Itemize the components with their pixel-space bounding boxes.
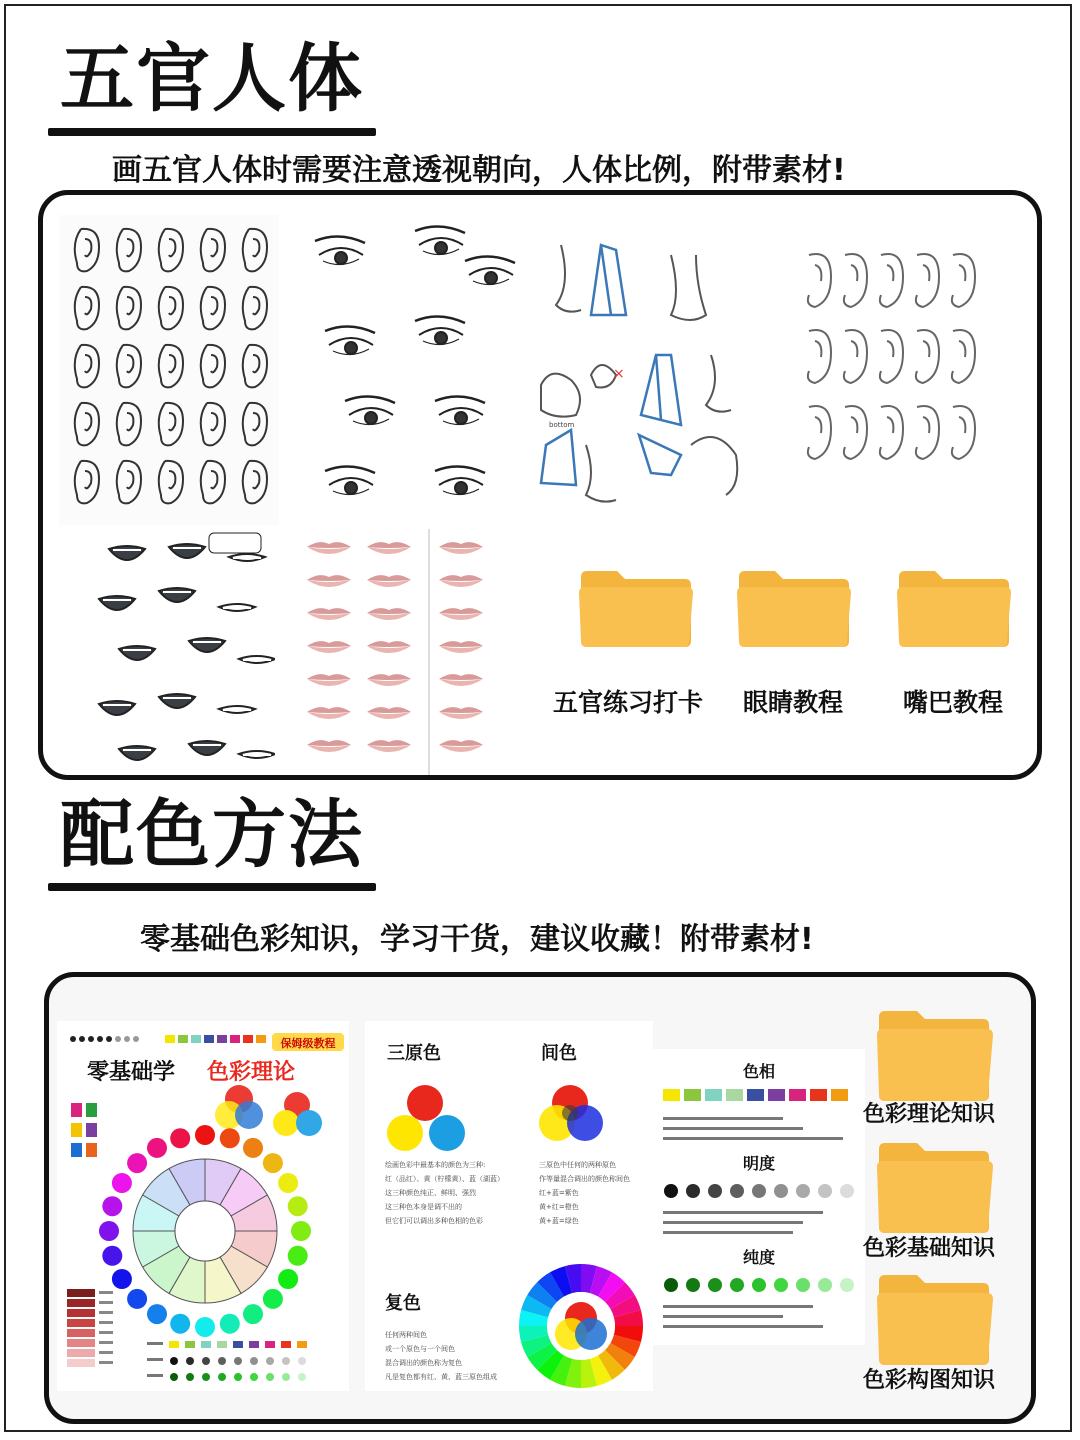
folder-label-practice: 五官练习打卡 [553, 688, 704, 717]
section-subtitle-color: 零基础色彩知识，学习干货，建议收藏！附带素材! [140, 922, 814, 957]
body-text-line: 这三种色本身是调不出的 [385, 1203, 462, 1211]
title-underline [48, 128, 376, 136]
folder-mouth-tutorial[interactable] [895, 567, 1013, 653]
nose-sketch-image [531, 215, 761, 525]
nose-bottom-label: bottom [549, 421, 575, 429]
section-title-color: 配色方法 [60, 792, 364, 878]
body-text-line: 红（品红）、黄（柠檬黄）、蓝（湖蓝） [385, 1175, 504, 1183]
section-title-features: 五官人体 [60, 36, 364, 122]
folder-icon [735, 567, 853, 649]
folder-icon [875, 1139, 995, 1235]
tutorial-badge: 保姆级教程 [280, 1037, 336, 1050]
body-text-line: 三原色中任何的两种原色 [539, 1161, 616, 1169]
hue-value-chroma-card [653, 1049, 865, 1345]
body-text-line: 凡是复色都有红、黄、蓝三原色组成 [385, 1373, 497, 1381]
svg-text:×: × [613, 366, 625, 382]
value-title: 明度 [742, 1154, 776, 1173]
folder-eyes-tutorial[interactable] [735, 567, 853, 653]
hue-title: 色相 [742, 1062, 776, 1081]
body-text-line: 红+蓝=紫色 [539, 1189, 579, 1197]
ears-sketch-image [59, 215, 279, 525]
body-text-line: 绘画色彩中最基本的颜色为三种: [385, 1161, 486, 1169]
body-text-line: 任何两种间色 [385, 1331, 427, 1339]
folder-label-color-basics: 色彩基础知识 [863, 1236, 996, 1261]
theory-heading-red: 色彩理论 [207, 1060, 296, 1085]
mouths-cartoon-image [79, 529, 275, 775]
folder-label-color-composition: 色彩构图知识 [863, 1368, 996, 1393]
primary-title: 三原色 [387, 1043, 441, 1064]
folder-icon [895, 567, 1013, 649]
eyes-sketch-image [289, 215, 517, 525]
folder-icon [875, 1007, 995, 1103]
folder-label-color-theory: 色彩理论知识 [863, 1102, 996, 1127]
body-text-line: 混合调出的颜色称为复色 [385, 1359, 462, 1367]
body-text-line: 但它们可以调出多种色相的色彩 [385, 1217, 483, 1225]
body-text-line: 或一个原色与一个间色 [385, 1345, 455, 1353]
features-panel [38, 190, 1042, 780]
complex-title: 复色 [385, 1293, 421, 1314]
secondary-title: 间色 [541, 1043, 577, 1064]
folder-icon [875, 1271, 995, 1367]
section-subtitle-features: 画五官人体时需要注意透视朝向，人体比例，附带素材! [112, 153, 846, 188]
body-text-line: 黄+蓝=绿色 [539, 1217, 579, 1225]
primary-colors-card [365, 1021, 653, 1391]
lips-drawing-image [301, 529, 501, 775]
folder-color-basics[interactable] [875, 1139, 995, 1239]
folder-color-composition[interactable] [875, 1271, 995, 1371]
folder-label-mouth: 嘴巴教程 [903, 688, 1004, 717]
ears-pencil-image [779, 215, 1011, 525]
folder-practice[interactable] [577, 567, 695, 653]
color-panel [44, 972, 1036, 1424]
folder-icon [577, 567, 695, 649]
folder-color-theory[interactable] [875, 1007, 995, 1107]
chroma-title: 纯度 [742, 1248, 776, 1267]
folder-label-eyes: 眼睛教程 [743, 688, 844, 717]
body-text-line: 作等量混合调出的颜色称间色 [539, 1175, 630, 1183]
title-underline [48, 883, 376, 891]
theory-heading-black: 零基础学 [87, 1060, 176, 1085]
color-theory-card [57, 1021, 349, 1391]
body-text-line: 这三种颜色纯正、鲜明、强烈 [385, 1189, 476, 1197]
body-text-line: 黄+红=橙色 [539, 1203, 579, 1211]
